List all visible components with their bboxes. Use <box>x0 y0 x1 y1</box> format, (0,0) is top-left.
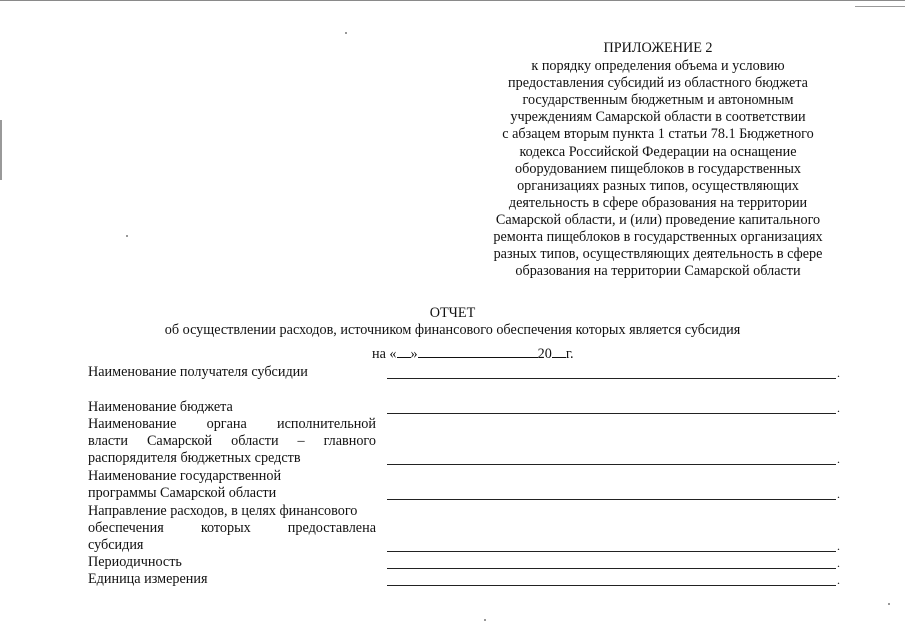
field-recipient-label: Наименование получателя субсидии <box>88 364 308 380</box>
appendix-line: Самарской области, и (или) проведение капитального <box>495 211 821 228</box>
appendix-block <box>466 40 850 280</box>
periodicity-fill-line <box>387 568 836 569</box>
field-periodicity-label: Периодичность <box>88 554 182 570</box>
appendix-line: с абзацем вторым пункта 1 статьи 78.1 Бюджетного <box>502 126 814 143</box>
budget-fill-line <box>387 413 836 414</box>
scan-speck <box>345 32 347 34</box>
periodicity-end-mark: . <box>837 556 840 570</box>
date-suffix: г. <box>565 346 574 362</box>
recipient-end-mark: . <box>837 366 840 380</box>
scan-edge-left <box>0 120 2 180</box>
program-end-mark: . <box>837 487 840 501</box>
direction-end-mark: . <box>837 539 840 553</box>
appendix-line: учреждениям Самарской области в соответствии <box>510 109 806 126</box>
date-year: 20 <box>537 346 552 362</box>
scan-speck <box>484 619 486 621</box>
date-prefix: на « <box>372 346 397 362</box>
field-program-label: Наименование государственной программы Самарской области <box>88 468 282 501</box>
scan-speck <box>888 603 890 605</box>
appendix-line: к порядку определения объема и условию <box>531 58 785 75</box>
report-title: ОТЧЕТ <box>429 305 476 321</box>
unit-end-mark: . <box>837 573 840 587</box>
appendix-line: государственным бюджетным и автономным <box>522 92 794 109</box>
day-blank <box>397 345 411 358</box>
field-authority-label: Наименование органа исполнительной власти Самарской области – главного распорядителя бюджетных средств <box>88 416 376 466</box>
appendix-heading: ПРИЛОЖЕНИЕ 2 <box>603 40 713 56</box>
scan-edge-top <box>0 0 905 1</box>
year-blank <box>552 345 566 358</box>
month-blank <box>418 345 538 358</box>
authority-fill-line <box>387 464 836 465</box>
direction-fill-line <box>387 551 836 552</box>
appendix-line: образования на территории Самарской области <box>515 263 801 280</box>
budget-end-mark: . <box>837 401 840 415</box>
unit-fill-line <box>387 585 836 586</box>
date-mid: » <box>410 346 418 362</box>
appendix-line: предоставления субсидий из областного бюджета <box>508 75 808 92</box>
field-budget-label: Наименование бюджета <box>88 399 233 415</box>
appendix-line: кодекса Российской Федерации на оснащение <box>519 143 797 160</box>
report-date-line <box>372 345 574 363</box>
appendix-line: разных типов, осуществляющих деятельность в сфере <box>493 246 823 263</box>
appendix-line: оборудованием пищеблоков в государственных <box>515 160 801 177</box>
scan-speck <box>126 235 128 237</box>
field-unit-label: Единица измерения <box>88 571 208 587</box>
appendix-line: ремонта пищеблоков в государственных организациях <box>493 229 823 246</box>
report-subtitle: об осуществлении расходов, источником финансового обеспечения которых является субсидия <box>164 322 741 338</box>
recipient-fill-line <box>387 378 836 379</box>
appendix-line: деятельность в сфере образования на территории <box>508 194 808 211</box>
field-direction-label: Направление расходов, в целях финансового обеспечения которых предоставлена субсидия <box>88 503 376 553</box>
authority-end-mark: . <box>837 452 840 466</box>
scan-edge-mark <box>855 6 905 7</box>
program-fill-line <box>387 499 836 500</box>
appendix-line: организациях разных типов, осуществляющих <box>517 177 799 194</box>
